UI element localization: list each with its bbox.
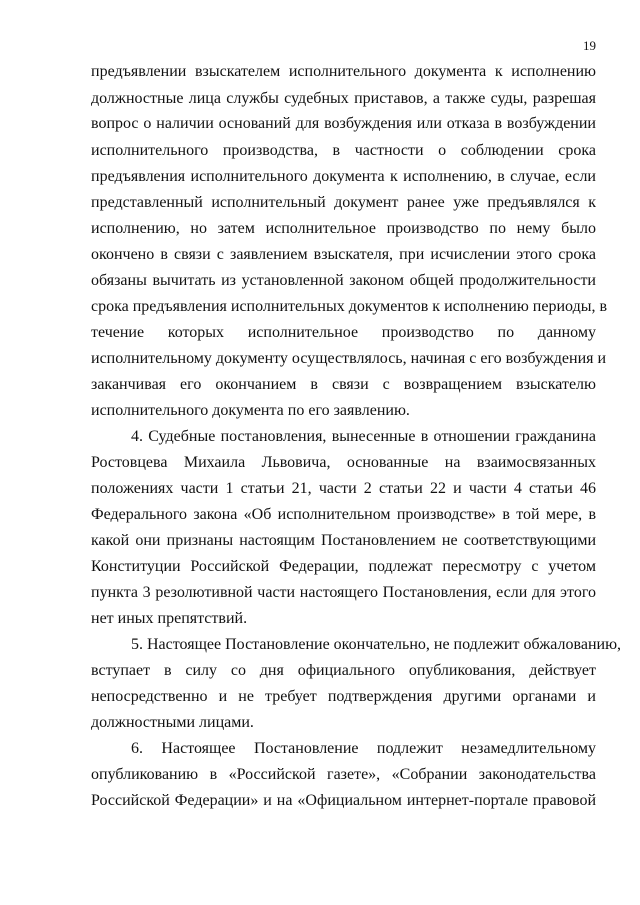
text-line: срока предъявления исполнительных документов к исполнению периоды, в [91,298,608,315]
text-line: вопрос о наличии оснований для возбуждения или отказа в возбуждении [91,115,596,132]
text-line: какой они признаны настоящим Постановлением не соответствующими [91,532,596,549]
text-line: положениях части 1 статьи 21, части 2 статьи 22 и части 4 статьи 46 [91,480,596,497]
text-line: представленный исполнительный документ ранее уже предъявлялся к [91,194,596,211]
text-line: течение которых исполнительное производство по данному [91,324,596,341]
paragraph-6-first-line: 6. Настоящее Постановление подлежит незамедлительному [131,740,596,757]
text-line: непосредственно и не требует подтверждения другими органами и [91,688,596,705]
text-line: обязаны вычитать из установленной законом общей продолжительности [91,272,596,289]
text-line: опубликованию в «Российской газете», «Собрании законодательства [91,766,596,783]
paragraph-4-first-line: 4. Судебные постановления, вынесенные в отношении гражданина [131,428,596,445]
text-line: должностные лица службы судебных приставов, а также суды, разрешая [91,90,596,107]
text-line: Российской Федерации» и на «Официальном интернет-портале правовой [91,792,596,809]
page-number: 19 [583,38,596,53]
text-line: Ростовцева Михаила Львовича, основанные на взаимосвязанных [91,454,596,471]
text-line: окончено в связи с заявлением взыскателя, при исчислении этого срока [91,246,596,263]
text-line: предъявлении взыскателем исполнительного документа к исполнению [91,63,596,80]
text-line: предъявления исполнительного документа к исполнению, в случае, если [91,168,596,185]
text-line: пункта 3 резолютивной части настоящего Постановления, если для этого [91,584,596,601]
text-line: Конституции Российской Федерации, подлежат пересмотру с учетом [91,558,596,575]
paragraph-5-first-line: 5. Настоящее Постановление окончательно, не подлежит обжалованию, [131,636,622,653]
text-line: вступает в силу со дня официального опубликования, действует [91,662,596,679]
paragraph-end-line: должностными лицами. [91,714,254,731]
text-line: исполнению, но затем исполнительное производство по нему было [91,220,596,237]
text-line: Федерального закона «Об исполнительном производстве» в той мере, в [91,506,596,523]
text-line: исполнительного производства, в частности о соблюдении срока [91,142,596,159]
text-line: заканчивая его окончанием в связи с возвращением взыскателю [91,376,596,393]
text-line: исполнительному документу осуществлялось, начиная с его возбуждения и [91,350,607,367]
paragraph-end-line: исполнительного документа по его заявлению. [91,402,410,419]
paragraph-end-line: нет иных препятствий. [91,610,248,627]
